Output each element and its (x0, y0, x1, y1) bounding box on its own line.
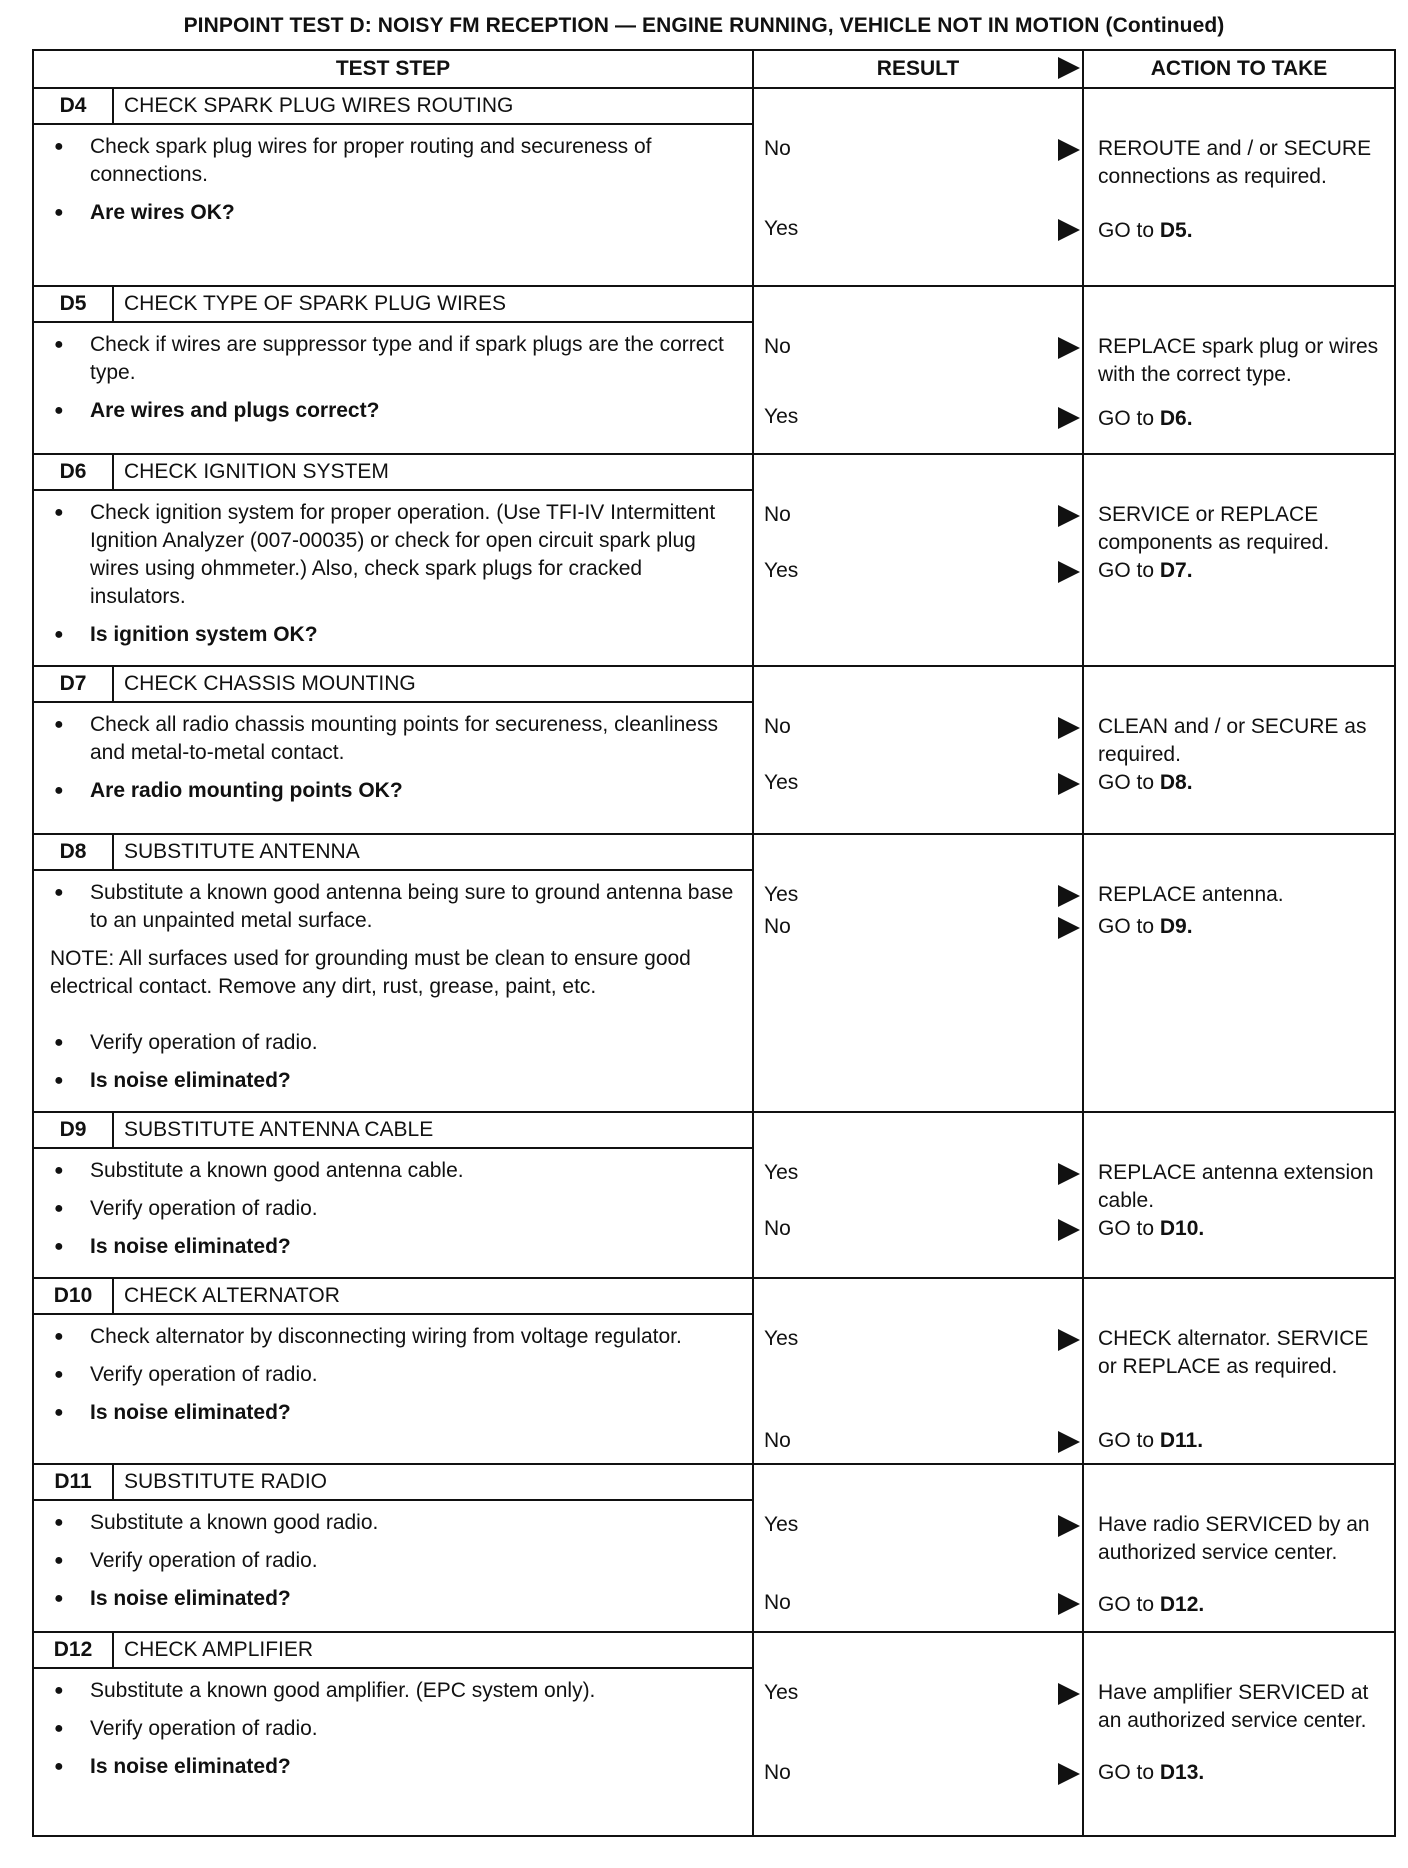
result-cell (753, 454, 1083, 666)
result-label: Yes (764, 405, 799, 428)
action-cell (1083, 1112, 1395, 1278)
arrow-right-icon (1058, 1219, 1080, 1241)
result-line (764, 135, 1082, 163)
result-label: Yes (764, 559, 799, 582)
result-label: No (764, 503, 791, 526)
page-title: PINPOINT TEST D: NOISY FM RECEPTION — ENGINE RUNNING, VEHICLE NOT IN MOTION (Continued) (183, 14, 1225, 37)
step-question: ● Is ignition system OK? (46, 621, 738, 649)
result-line (764, 215, 1082, 243)
step-number: D5 (33, 286, 113, 322)
step-title-row (33, 1278, 1395, 1314)
result-label: No (764, 1217, 791, 1240)
action-goto-prefix: GO to (1098, 771, 1160, 794)
result-label: No (764, 137, 791, 160)
step-bullet: ● Check alternator by disconnecting wiring from voltage regulator. (46, 1323, 738, 1351)
action-text: CHECK alternator. SERVICE or REPLACE as required. (1098, 1327, 1369, 1378)
action-goto-prefix: GO to (1098, 1429, 1160, 1452)
arrow-right-icon (1058, 337, 1080, 359)
action-goto-prefix: GO to (1098, 1761, 1160, 1784)
action-text (1098, 217, 1388, 245)
step-title-row (33, 88, 1395, 124)
action-goto-prefix: GO to (1098, 1217, 1160, 1240)
step-title: CHECK TYPE OF SPARK PLUG WIRES (113, 286, 753, 322)
action-text (1098, 557, 1388, 585)
step-instructions (33, 490, 753, 666)
step-question: ● Are wires and plugs correct? (46, 397, 738, 425)
result-header-label: RESULT (876, 57, 960, 80)
result-label: No (764, 335, 791, 358)
step-question: ● Is noise eliminated? (46, 1233, 738, 1261)
arrow-right-icon (1058, 1431, 1080, 1453)
step-bullets (46, 1677, 738, 1781)
result-label: No (764, 715, 791, 738)
step-question: ● Is noise eliminated? (46, 1067, 738, 1095)
action-goto-step: D6. (1159, 407, 1193, 430)
step-instructions (33, 322, 753, 454)
step-question: ● Is noise eliminated? (46, 1585, 738, 1613)
arrow-right-icon (1058, 1163, 1080, 1185)
step-instructions (33, 870, 753, 1112)
step-number: D8 (33, 834, 113, 870)
action-goto-prefix: GO to (1098, 1593, 1160, 1616)
action-text (1098, 1215, 1388, 1243)
action-cell (1083, 1278, 1395, 1464)
result-line (764, 1589, 1082, 1617)
step-title: SUBSTITUTE ANTENNA CABLE (113, 1112, 753, 1148)
step-number: D7 (33, 666, 113, 702)
arrow-right-icon (1058, 1683, 1080, 1705)
action-text: CLEAN and / or SECURE as required. (1098, 715, 1367, 766)
result-cell (753, 1112, 1083, 1278)
action-cell (1083, 88, 1395, 286)
arrow-right-icon (1058, 1593, 1080, 1615)
result-cell (753, 286, 1083, 454)
arrow-right-icon (1058, 1515, 1080, 1537)
step-number: D10 (33, 1278, 113, 1314)
action-text: Have amplifier SERVICED at an authorized service center. (1098, 1681, 1369, 1732)
step-title-row (33, 454, 1395, 490)
step-bullets (46, 133, 738, 227)
step-bullets (46, 1157, 738, 1261)
result-line (764, 1759, 1082, 1787)
step-bullet: ● Verify operation of radio. (46, 1195, 738, 1223)
step-bullets (46, 1509, 738, 1613)
arrow-right-icon (1058, 885, 1080, 907)
action-text (1098, 1759, 1388, 1787)
step-title: CHECK AMPLIFIER (113, 1632, 753, 1668)
step-number: D4 (33, 88, 113, 124)
action-goto-step: D9. (1159, 915, 1193, 938)
result-line (764, 501, 1082, 529)
result-label: Yes (764, 1161, 799, 1184)
action-text: REPLACE spark plug or wires with the correct type. (1098, 335, 1379, 386)
action-cell (1083, 454, 1395, 666)
test-step-header: TEST STEP (33, 50, 753, 88)
step-bullet: ● Substitute a known good radio. (46, 1509, 738, 1537)
step-bullets (46, 499, 738, 649)
action-goto-step: D7. (1159, 559, 1193, 582)
step-number: D6 (33, 454, 113, 490)
step-instructions (33, 702, 753, 834)
arrow-right-icon (1058, 139, 1080, 161)
action-text (1098, 1591, 1388, 1619)
arrow-right-icon (1058, 917, 1080, 939)
step-title-row (33, 834, 1395, 870)
result-line (764, 333, 1082, 361)
step-bullet: ● Verify operation of radio. (46, 1029, 738, 1057)
step-bullets (46, 1323, 738, 1427)
result-line (764, 1215, 1082, 1243)
step-bullets (46, 711, 738, 805)
header-row (33, 50, 1395, 88)
arrow-right-icon (1058, 561, 1080, 583)
action-text (1098, 769, 1388, 797)
result-line (764, 881, 1082, 909)
step-instructions (33, 1148, 753, 1278)
step-instructions (33, 1314, 753, 1464)
arrow-right-icon (1058, 717, 1080, 739)
action-goto-prefix: GO to (1098, 407, 1160, 430)
action-goto-step: D12. (1159, 1593, 1205, 1616)
result-line (764, 403, 1082, 431)
step-title: CHECK SPARK PLUG WIRES ROUTING (113, 88, 753, 124)
action-goto-step: D5. (1159, 219, 1193, 242)
result-cell (753, 1464, 1083, 1632)
action-text (1098, 913, 1388, 941)
step-title: SUBSTITUTE RADIO (113, 1464, 753, 1500)
action-cell (1083, 666, 1395, 834)
action-text (1098, 405, 1388, 433)
step-instructions (33, 1500, 753, 1632)
action-goto-step: D13. (1159, 1761, 1205, 1784)
step-bullet: ● Check if wires are suppressor type and if spark plugs are the correct type. (46, 331, 738, 387)
result-line (764, 713, 1082, 741)
step-bullets (46, 879, 738, 935)
result-cell (753, 1278, 1083, 1464)
result-label: No (764, 1761, 791, 1784)
result-line (764, 1427, 1082, 1455)
result-label: Yes (764, 1513, 799, 1536)
step-title-row (33, 1632, 1395, 1668)
result-line (764, 1511, 1082, 1539)
step-number: D9 (33, 1112, 113, 1148)
step-bullet: ● Check all radio chassis mounting points for secureness, cleanliness and metal-to-metal contact. (46, 711, 738, 767)
step-title-row (33, 286, 1395, 322)
step-title-row (33, 666, 1395, 702)
result-label: Yes (764, 771, 799, 794)
arrow-right-icon (1058, 57, 1080, 79)
result-label: No (764, 915, 791, 938)
step-question: ● Are radio mounting points OK? (46, 777, 738, 805)
result-line (764, 557, 1082, 585)
arrow-right-icon (1058, 1763, 1080, 1785)
action-cell (1083, 834, 1395, 1112)
result-cell (753, 1632, 1083, 1836)
action-goto-prefix: GO to (1098, 559, 1160, 582)
result-line (764, 1159, 1082, 1187)
step-question: ● Is noise eliminated? (46, 1753, 738, 1781)
step-bullet: ● Check ignition system for proper operation. (Use TFI-IV Intermittent Ignition Analyzer (007-00035) or check for open circuit spark plug wires using ohmmeter.) Also, check spark plugs for cracked insulators. (46, 499, 738, 611)
arrow-right-icon (1058, 407, 1080, 429)
step-title: CHECK ALTERNATOR (113, 1278, 753, 1314)
result-line (764, 1679, 1082, 1707)
step-title: CHECK CHASSIS MOUNTING (113, 666, 753, 702)
action-goto-prefix: GO to (1098, 219, 1160, 242)
step-title: CHECK IGNITION SYSTEM (113, 454, 753, 490)
result-label: Yes (764, 1327, 799, 1350)
step-note: NOTE: All surfaces used for grounding must be clean to ensure good electrical contact. Remove any dirt, rust, grease, paint, etc. (50, 947, 691, 998)
arrow-right-icon (1058, 773, 1080, 795)
result-line (764, 1325, 1082, 1353)
step-title-row (33, 1112, 1395, 1148)
step-bullet: ● Verify operation of radio. (46, 1715, 738, 1743)
step-bullets (46, 331, 738, 425)
action-goto-step: D10. (1159, 1217, 1205, 1240)
result-label: No (764, 1429, 791, 1452)
action-cell (1083, 286, 1395, 454)
step-title-row (33, 1464, 1395, 1500)
step-number: D11 (33, 1464, 113, 1500)
action-goto-step: D11. (1159, 1429, 1204, 1452)
step-bullet: ● Verify operation of radio. (46, 1361, 738, 1389)
action-text: REPLACE antenna extension cable. (1098, 1161, 1374, 1212)
action-header: ACTION TO TAKE (1083, 50, 1395, 88)
step-bullet: ● Verify operation of radio. (46, 1547, 738, 1575)
result-label: Yes (764, 217, 799, 240)
arrow-right-icon (1058, 219, 1080, 241)
result-label: Yes (764, 883, 799, 906)
step-question: ● Is noise eliminated? (46, 1399, 738, 1427)
step-bullet: ● Check spark plug wires for proper routing and securеness of connections. (46, 133, 738, 189)
step-bullet: ● Substitute a known good antenna being sure to ground antenna base to an unpainted metal surface. (46, 879, 738, 935)
result-cell (753, 88, 1083, 286)
result-label: No (764, 1591, 791, 1614)
step-bullet: ● Substitute a known good antenna cable. (46, 1157, 738, 1185)
action-text: REROUTE and / or SECURE connections as required. (1098, 137, 1372, 188)
action-goto-step: D8. (1159, 771, 1193, 794)
action-text: SERVICE or REPLACE components as required. (1098, 503, 1330, 554)
action-goto-prefix: GO to (1098, 915, 1160, 938)
result-cell (753, 834, 1083, 1112)
step-number: D12 (33, 1632, 113, 1668)
arrow-right-icon (1058, 1329, 1080, 1351)
step-question: ● Are wires OK? (46, 199, 738, 227)
arrow-right-icon (1058, 505, 1080, 527)
step-instructions (33, 124, 753, 286)
action-text: REPLACE antenna. (1098, 883, 1284, 906)
action-text: Have radio SERVICED by an authorized service center. (1098, 1513, 1370, 1564)
action-cell (1083, 1464, 1395, 1632)
action-cell (1083, 1632, 1395, 1836)
step-bullet: ● Substitute a known good amplifier. (EPC system only). (46, 1677, 738, 1705)
pinpoint-test-table (32, 49, 1396, 1837)
result-label: Yes (764, 1681, 799, 1704)
step-bullets (46, 1029, 738, 1095)
result-cell (753, 666, 1083, 834)
result-line (764, 769, 1082, 797)
action-text (1098, 1427, 1388, 1455)
result-header (753, 50, 1083, 88)
result-line (764, 913, 1082, 941)
step-instructions (33, 1668, 753, 1836)
step-title: SUBSTITUTE ANTENNA (113, 834, 753, 870)
